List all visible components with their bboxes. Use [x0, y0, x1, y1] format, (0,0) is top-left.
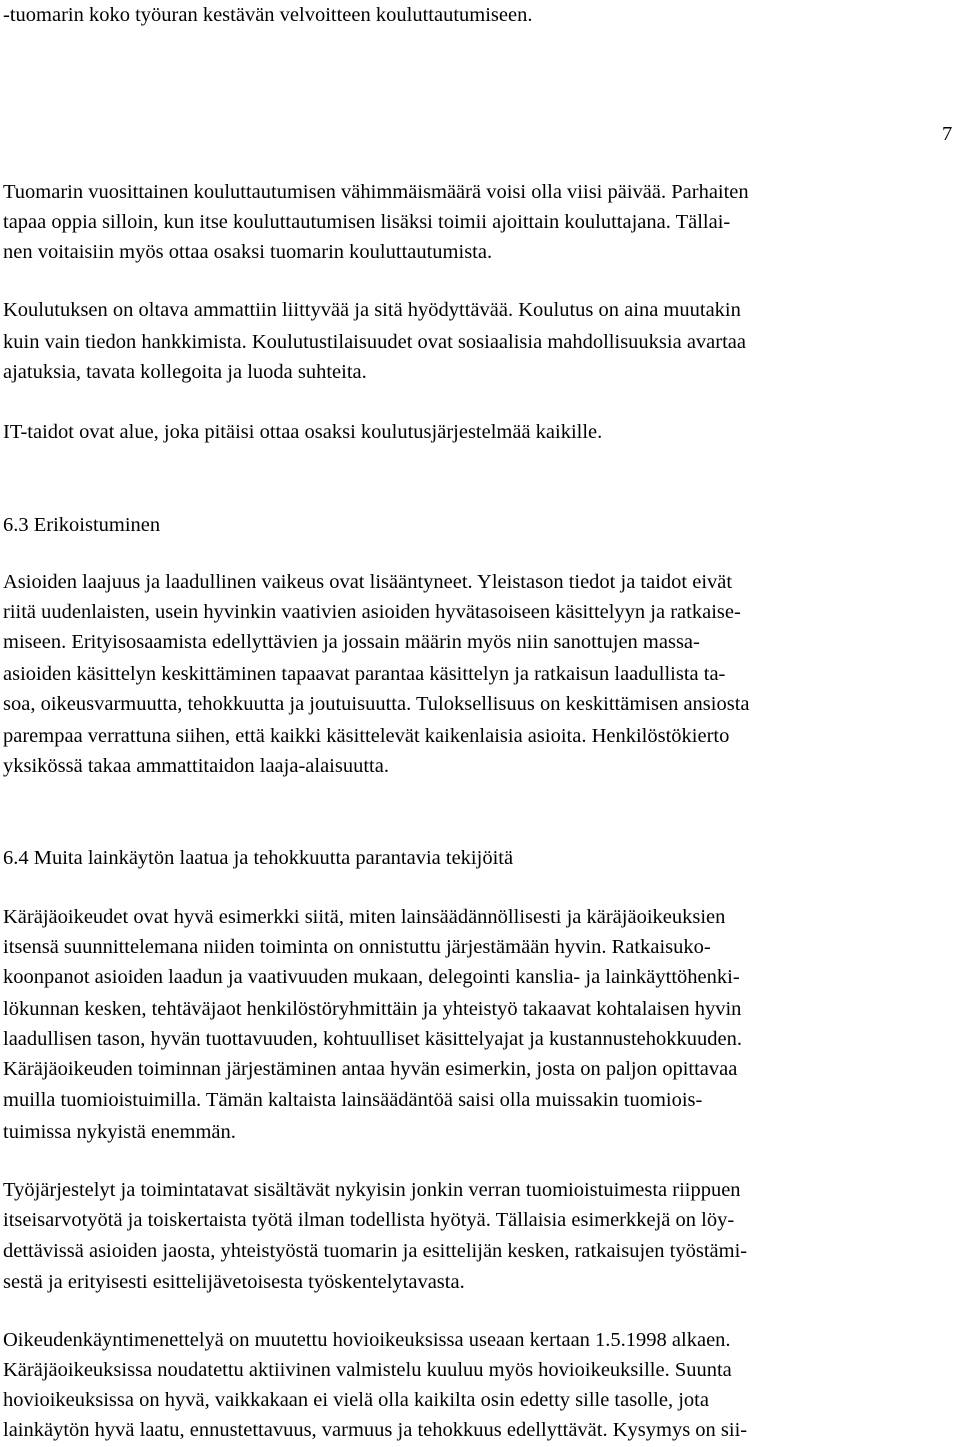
- text-line: Asioiden laajuus ja laadullinen vaikeus ovat lisääntyneet. Yleistason tiedot ja taidot eivät: [3, 571, 733, 593]
- page-number: 7: [942, 123, 953, 145]
- text-line: -tuomarin koko työuran kestävän velvoitteen kouluttautumiseen.: [3, 4, 533, 26]
- text-line: miseen. Erityisosaamista edellyttävien ja jossain määrin myös niin sanottujen massa-: [3, 631, 700, 653]
- text-line: IT-taidot ovat alue, joka pitäisi ottaa osaksi koulutusjärjestelmää kaikille.: [3, 421, 603, 443]
- text-line: laadullisen tason, hyvän tuottavuuden, kohtuulliset käsittelyajat ja kustannustehokkuuden.: [3, 1028, 743, 1050]
- text-line: koonpanot asioiden laadun ja vaativuuden mukaan, delegointi kanslia- ja lainkäyttöhenki-: [3, 966, 740, 988]
- text-line: itsensä suunnittelemana niiden toiminta on onnistuttu järjestämään hyvin. Ratkaisuko-: [3, 936, 711, 958]
- text-line: Tuomarin vuosittainen kouluttautumisen vähimmäismäärä voisi olla viisi päivää. Parhaiten: [3, 181, 749, 203]
- text-line: kuin vain tiedon hankkimista. Koulutustilaisuudet ovat sosiaalisia mahdollisuuksia avartaa: [3, 331, 746, 353]
- text-line: soa, oikeusvarmuutta, tehokkuutta ja joutuisuutta. Tuloksellisuus on keskittämisen ansiosta: [3, 693, 750, 715]
- text-line: muilla tuomioistuimilla. Tämän kaltaista lainsäädäntöä saisi olla muissakin tuomiois-: [3, 1089, 703, 1111]
- text-line: yksikössä takaa ammattitaidon laaja-alaisuutta.: [3, 755, 389, 777]
- text-line: dettävissä asioiden jaosta, yhteistyöstä tuomarin ja esittelijän kesken, ratkaisujen työstämi-: [3, 1240, 748, 1262]
- text-line: lainkäytön hyvä laatu, ennustettavuus, varmuus ja tehokkuus edellyttävät. Kysymys on sii-: [3, 1419, 748, 1441]
- text-line: Oikeudenkäyntimenettelyä on muutettu hovioikeuksissa useaan kertaan 1.5.1998 alkaen.: [3, 1329, 731, 1351]
- text-line: Koulutuksen on oltava ammattiin liittyvää ja sitä hyödyttävää. Koulutus on aina muutakin: [3, 299, 741, 321]
- text-line: tuimissa nykyistä enemmän.: [3, 1121, 236, 1143]
- text-line: asioiden käsittelyn keskittäminen tapaavat parantaa käsittelyn ja ratkaisun laadullista ta-: [3, 663, 726, 685]
- text-line: Käräjäoikeuksissa noudatettu aktiivinen valmistelu kuuluu myös hovioikeuksille. Suunta: [3, 1359, 732, 1381]
- text-line: tapaa oppia silloin, kun itse kouluttautumisen lisäksi toimii ajoittain kouluttajana. Tällai-: [3, 211, 731, 233]
- text-line: Käräjäoikeuden toiminnan järjestäminen antaa hyvän esimerkin, josta on paljon opittavaa: [3, 1058, 738, 1080]
- text-line: nen voitaisiin myös ottaa osaksi tuomarin kouluttautumista.: [3, 241, 493, 263]
- text-line: lökunnan kesken, tehtäväjaot henkilöstöryhmittäin ja yhteistyö takaavat kohtalaisen hyvin: [3, 998, 742, 1020]
- text-line: sestä ja erityisesti esittelijävetoisesta työskentelytavasta.: [3, 1271, 465, 1293]
- text-line: Työjärjestelyt ja toimintatavat sisältävät nykyisin jonkin verran tuomioistuimesta riippuen: [3, 1179, 741, 1201]
- text-line: hovioikeuksissa on hyvä, vaikkakaan ei vielä olla kaikilta osin edetty sille tasolle, jota: [3, 1389, 709, 1411]
- section-heading: 6.3 Erikoistuminen: [3, 514, 161, 536]
- text-line: riitä uudenlaisten, usein hyvinkin vaativien asioiden hyvätasoiseen käsittelyyn ja ratkaise-: [3, 601, 741, 623]
- text-line: ajatuksia, tavata kollegoita ja luoda suhteita.: [3, 361, 367, 383]
- section-heading: 6.4 Muita lainkäytön laatua ja tehokkuutta parantavia tekijöitä: [3, 847, 514, 869]
- text-line: Käräjäoikeudet ovat hyvä esimerkki siitä, miten lainsäädännöllisesti ja käräjäoikeuksien: [3, 906, 726, 928]
- text-line: itseisarvotyötä ja toiskertaista työtä ilman todellista hyötyä. Tällaisia esimerkkejä on löy-: [3, 1209, 735, 1231]
- text-line: parempaa verrattuna siihen, että kaikki käsittelevät kaikenlaisia asioita. Henkilöstökierto: [3, 725, 730, 747]
